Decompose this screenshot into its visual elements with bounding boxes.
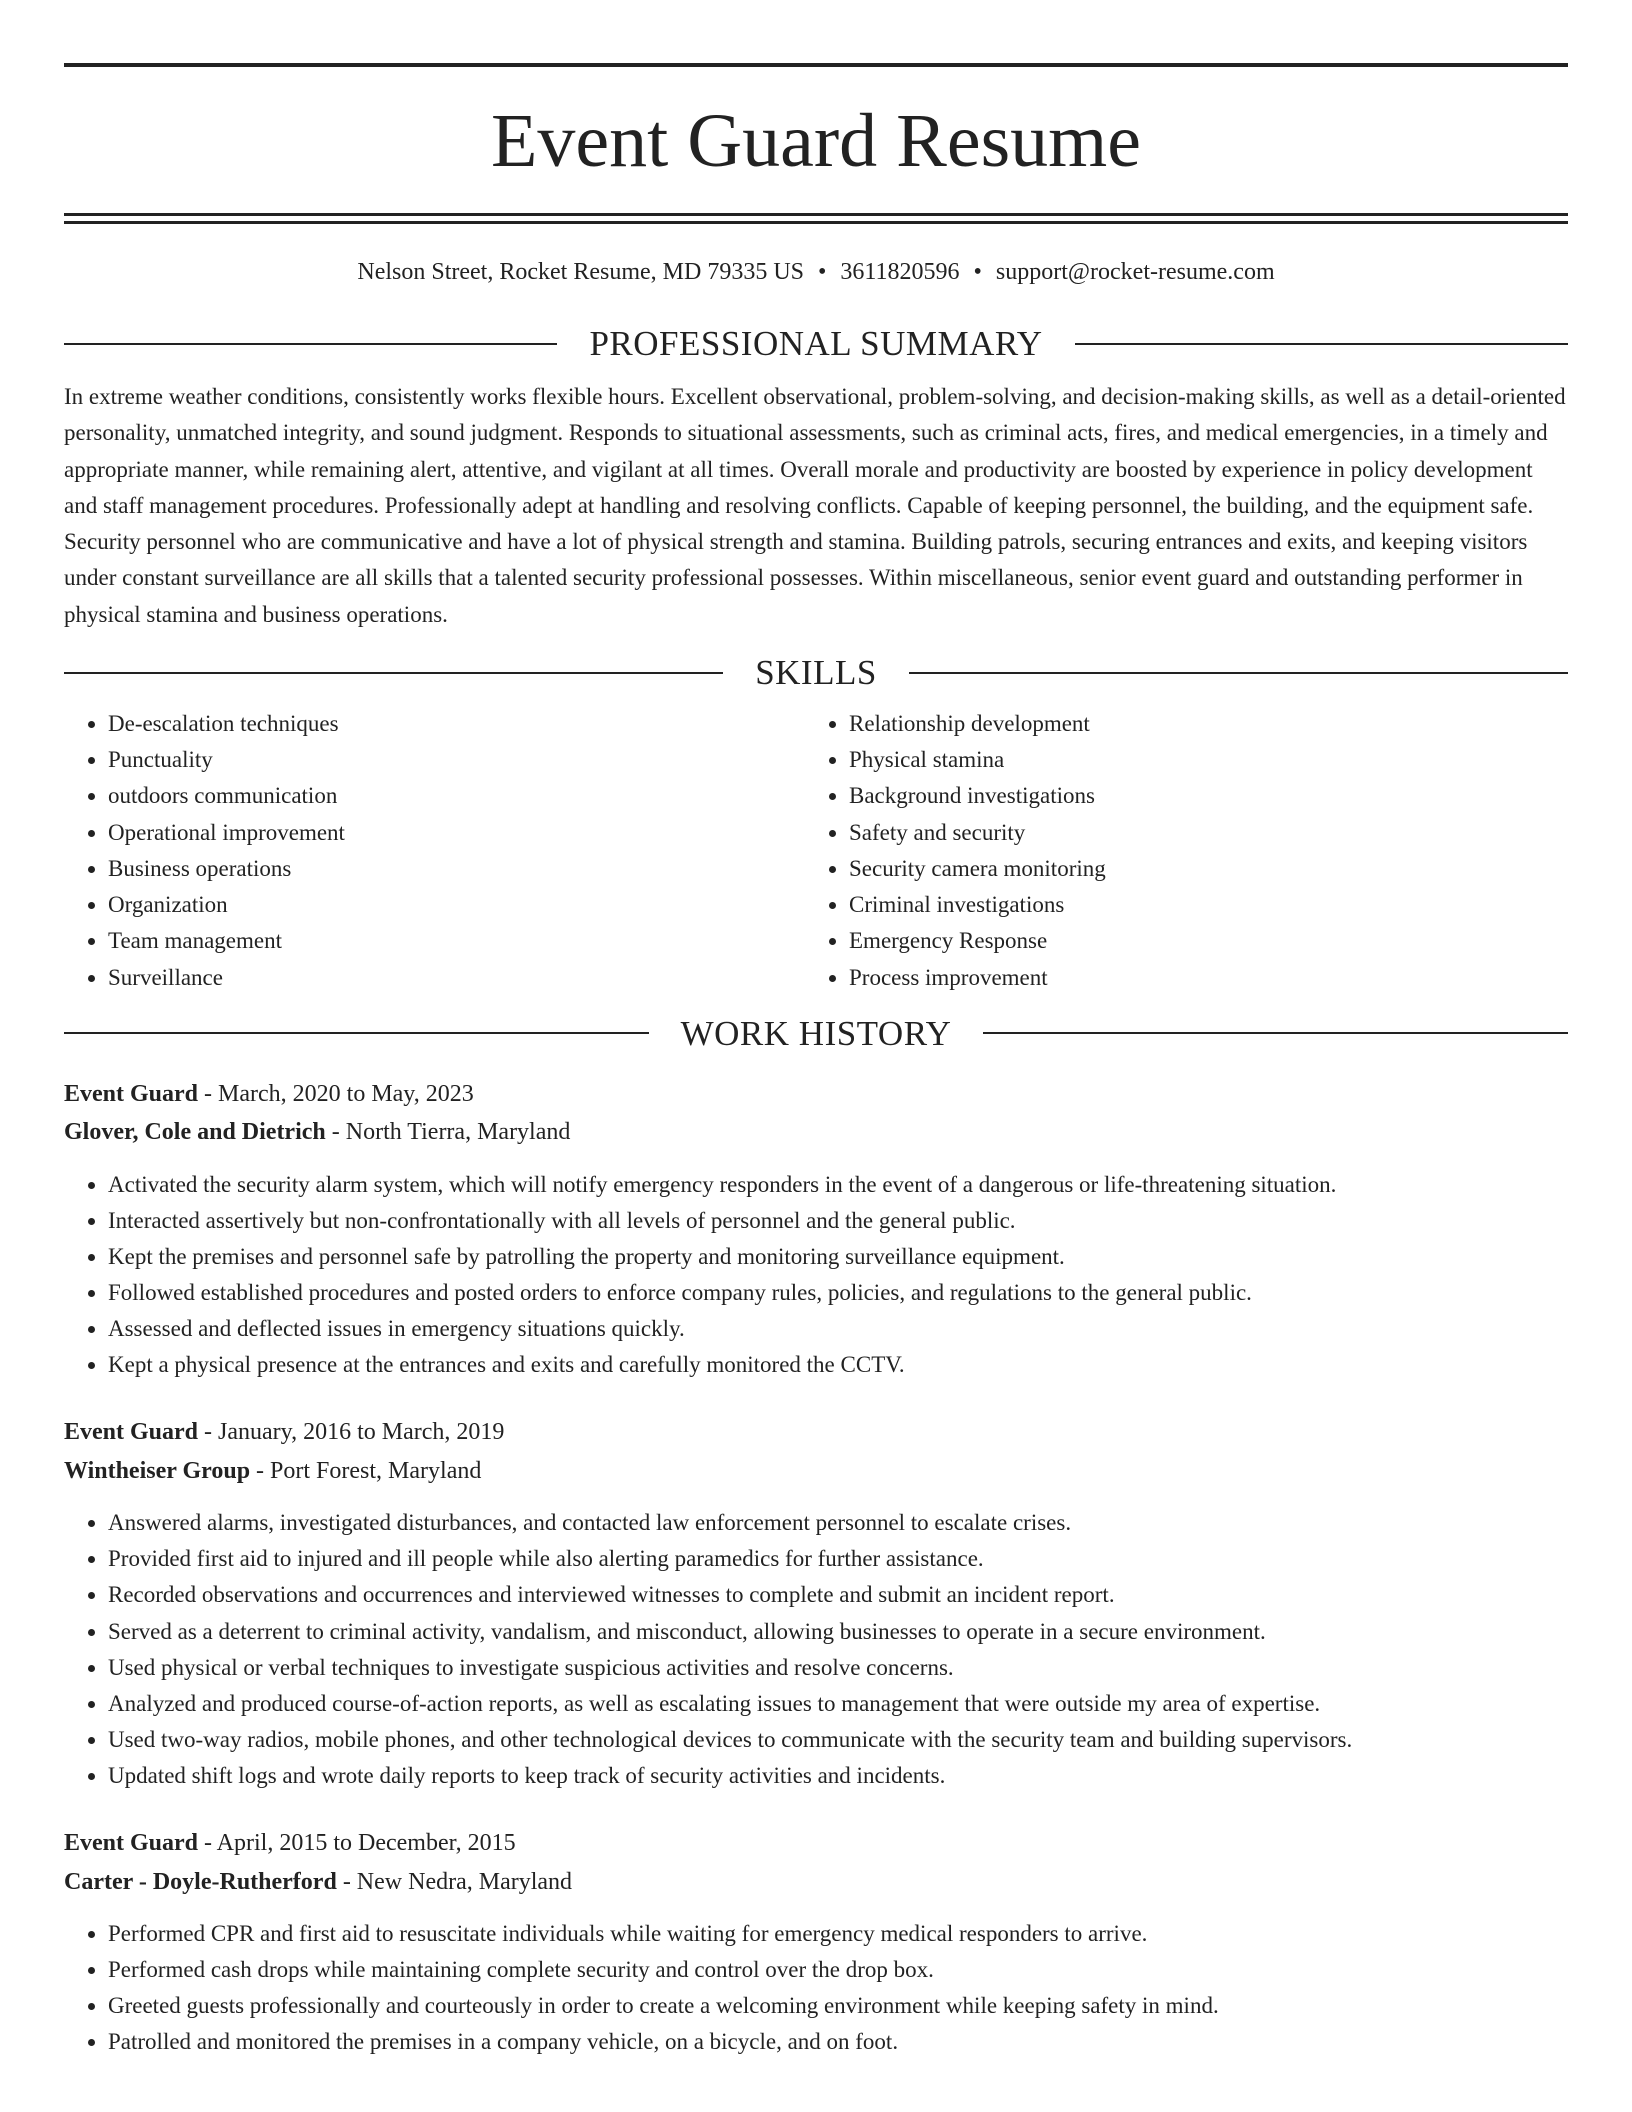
skill-item: • Surveillance	[108, 960, 806, 996]
job-company-line	[64, 1452, 1568, 1491]
job-title-line	[64, 1413, 1568, 1452]
job-entry	[64, 1075, 1568, 1384]
job-bullet: • Performed cash drops while maintaining complete security and control over the drop box.	[108, 1952, 1568, 1988]
section-rule	[909, 672, 1568, 674]
job-bullet: • Kept a physical presence at the entrances and exits and carefully monitored the CCTV.	[108, 1347, 1568, 1383]
work-section-header	[64, 1013, 1568, 1053]
skill-item: • Process improvement	[849, 960, 1548, 996]
job-title-line	[64, 1824, 1568, 1863]
skill-item: • Organization	[108, 887, 806, 923]
contact-separator: •	[973, 259, 982, 285]
skill-item: • Background investigations	[849, 778, 1548, 814]
skill-item: • Relationship development	[849, 706, 1548, 742]
resume-page	[64, 0, 1568, 2060]
job-bullets	[64, 1505, 1568, 1794]
section-rule	[1075, 343, 1568, 345]
job-dates: - March, 2020 to May, 2023	[198, 1080, 474, 1107]
skill-item: • Business operations	[108, 851, 806, 887]
skill-item: • Physical stamina	[849, 742, 1548, 778]
job-bullet: • Assessed and deflected issues in emergency situations quickly.	[108, 1311, 1568, 1347]
section-rule	[983, 1032, 1568, 1034]
job-dates: - April, 2015 to December, 2015	[198, 1830, 516, 1857]
summary-text: In extreme weather conditions, consistently works flexible hours. Excellent observational, problem-solving, and decision-making skills, as well as a detail-oriented personality, unmatched integrity, and sound judgment. Responds to situational assessments, such as criminal acts, fires, and medical emergencies, in a timely and appropriate manner, while remaining alert, attentive, and vigilant at all times. Overall morale and productivity are boosted by experience in policy development and staff management procedures. Professionally adept at handling and resolving conflicts. Capable of keeping personnel, the building, and the equipment safe. Security personnel who are communicative and have a lot of physical strength and stamina. Building patrols, securing entrances and exits, and keeping visitors under constant surveillance are all skills that a talented security professional possesses. Within miscellaneous, senior event guard and outstanding performer in physical stamina and business operations.	[64, 384, 1566, 627]
contact-line	[64, 260, 1568, 284]
job-bullet: • Analyzed and produced course-of-action reports, as well as escalating issues to management that were outside my area of expertise.	[108, 1686, 1568, 1722]
contact-email: support@rocket-resume.com	[995, 259, 1275, 285]
section-rule	[64, 1032, 649, 1034]
job-title: Event Guard	[64, 1419, 199, 1446]
contact-separator: •	[818, 259, 827, 285]
job-entry	[64, 1824, 1568, 2060]
job-bullets	[64, 1916, 1568, 2060]
job-company: Wintheiser Group	[64, 1457, 251, 1484]
job-entry	[64, 1413, 1568, 1794]
job-company-line	[64, 1863, 1568, 1902]
job-location: - North Tierra, Maryland	[325, 1119, 571, 1146]
resume-title: Event Guard Resume	[490, 99, 1142, 183]
job-company: Carter - Doyle-Rutherford	[64, 1868, 337, 1895]
skill-item: • Safety and security	[849, 815, 1548, 851]
job-bullet: • Patrolled and monitored the premises in a company vehicle, on a bicycle, and on foot.	[108, 2024, 1568, 2060]
section-rule	[64, 672, 723, 674]
job-title: Event Guard	[64, 1830, 199, 1857]
job-location: - New Nedra, Maryland	[336, 1868, 573, 1895]
skills-heading: SKILLS	[755, 653, 877, 693]
job-company: Glover, Cole and Dietrich	[64, 1119, 326, 1146]
contact-address: Nelson Street, Rocket Resume, MD 79335 US	[357, 259, 804, 285]
top-rule	[64, 63, 1568, 67]
job-bullet: • Recorded observations and occurrences and interviewed witnesses to complete and submit an incident report.	[108, 1577, 1568, 1613]
job-location: - Port Forest, Maryland	[250, 1457, 482, 1484]
job-bullet: • Activated the security alarm system, which will notify emergency responders in the event of a dangerous or life-threatening situation.	[108, 1167, 1568, 1203]
section-rule	[64, 343, 557, 345]
job-bullet: • Answered alarms, investigated disturbances, and contacted law enforcement personnel to escalate crises.	[108, 1505, 1568, 1541]
job-company-line	[64, 1113, 1568, 1152]
job-bullet: • Greeted guests professionally and courteously in order to create a welcoming environment while keeping safety in mind.	[108, 1988, 1568, 2024]
summary-heading: PROFESSIONAL SUMMARY	[589, 324, 1043, 363]
job-bullet: • Kept the premises and personnel safe by patrolling the property and monitoring surveillance equipment.	[108, 1239, 1568, 1275]
contact-phone: 3611820596	[840, 259, 960, 285]
skill-item: • De-escalation techniques	[108, 706, 806, 742]
title-double-rule	[64, 213, 1568, 224]
summary-section-header	[64, 326, 1568, 361]
skill-item: • Criminal investigations	[849, 887, 1548, 923]
work-heading: WORK HISTORY	[680, 1013, 952, 1053]
skill-item: • Security camera monitoring	[849, 851, 1548, 887]
job-bullet: • Provided first aid to injured and ill people while also alerting paramedics for further assistance.	[108, 1541, 1568, 1577]
skills-columns	[64, 706, 1568, 996]
job-bullet: • Updated shift logs and wrote daily reports to keep track of security activities and incidents.	[108, 1758, 1568, 1794]
skill-item: • Emergency Response	[849, 923, 1548, 959]
job-bullet: • Used two-way radios, mobile phones, and other technological devices to communicate with the security team and building supervisors.	[108, 1722, 1568, 1758]
skills-list-left	[64, 706, 806, 996]
skills-section-header	[64, 653, 1568, 693]
skills-list-right	[806, 706, 1548, 996]
job-title: Event Guard	[64, 1080, 199, 1107]
skill-item: • Team management	[108, 923, 806, 959]
job-bullet: • Used physical or verbal techniques to investigate suspicious activities and resolve concerns.	[108, 1650, 1568, 1686]
job-bullet: • Served as a deterrent to criminal activity, vandalism, and misconduct, allowing businesses to operate in a secure environment.	[108, 1614, 1568, 1650]
job-bullet: • Followed established procedures and posted orders to enforce company rules, policies, and regulations to the general public.	[108, 1275, 1568, 1311]
job-title-line	[64, 1075, 1568, 1114]
skill-item: • Punctuality	[108, 742, 806, 778]
job-bullet: • Performed CPR and first aid to resuscitate individuals while waiting for emergency medical responders to arrive.	[108, 1916, 1568, 1952]
skill-item: • outdoors communication	[108, 778, 806, 814]
job-bullet: • Interacted assertively but non-confrontationally with all levels of personnel and the general public.	[108, 1203, 1568, 1239]
skill-item: • Operational improvement	[108, 815, 806, 851]
job-dates: - January, 2016 to March, 2019	[198, 1419, 505, 1446]
job-bullets	[64, 1167, 1568, 1384]
